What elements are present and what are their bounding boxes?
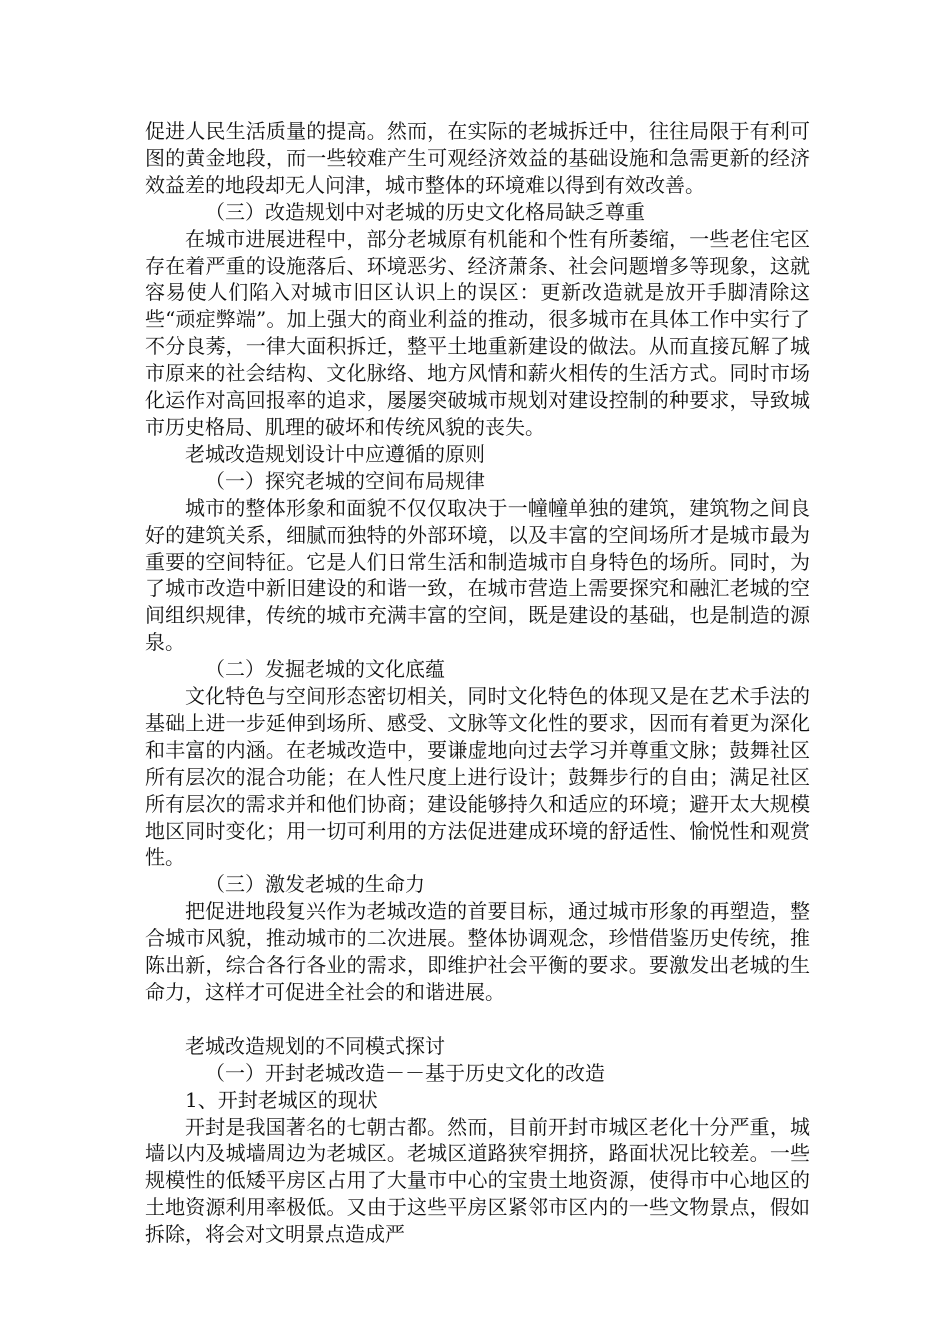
section-heading: 老城改造规划设计中应遵循的原则 — [185, 441, 485, 466]
subheading: （三）改造规划中对老城的历史文化格局缺乏尊重 — [205, 199, 645, 224]
section-heading: 1、开封老城区的现状 — [185, 1087, 378, 1112]
paragraph-body: 把促进地段复兴作为老城改造的首要目标，通过城市形象的再塑造，整合城市风貌，推动城市的二次进展。整体协调观念，珍惜借鉴历史传统，推陈出新，综合各行各业的需求，即维护社会平衡的要求。要激发出老城的生命力，这样才可促进全社会的和谐进展。 — [145, 899, 810, 1004]
document-page — [145, 118, 810, 1248]
section-heading: 老城改造规划的不同模式探讨 — [185, 1033, 445, 1058]
paragraph-body: 文化特色与空间形态密切相关，同时文化特色的体现又是在艺术手法的基础上进一步延伸到场所、感受、文脉等文化性的要求，因而有着更为深化和丰富的内涵。在老城改造中，要谦虚地向过去学习并尊重文脉；鼓舞社区所有层次的混合功能；在人性尺度上进行设计；鼓舞步行的自由；满足社区所有层次的需求并和他们协商；建设能够持久和适应的环境；避开太大规模地区同时变化；用一切可利用的方法促进建成环境的舒适性、愉悦性和观赏性。 — [145, 684, 810, 870]
subheading: （一）开封老城改造－－基于历史文化的改造 — [205, 1060, 605, 1085]
paragraph-body: 促进人民生活质量的提高。然而，在实际的老城拆迁中，往往局限于有利可图的黄金地段，而一些较难产生可观经济效益的基础设施和急需更新的经济效益差的地段却无人问津，城市整体的环境难以得到有效改善。 — [145, 119, 810, 197]
subheading: （一）探究老城的空间布局规律 — [205, 468, 485, 493]
paragraph-body: 城市的整体形象和面貌不仅仅取决于一幢幢单独的建筑，建筑物之间良好的建筑关系，细腻而独特的外部环境，以及丰富的空间场所才是城市最为重要的空间特征。它是人们日常生活和制造城市自身特色的场所。同时，为了城市改造中新旧建设的和谐一致，在城市营造上需要探究和融汇老城的空间组织规律，传统的城市充满丰富的空间，既是建设的基础，也是制造的源泉。 — [145, 495, 810, 655]
subheading: （三）激发老城的生命力 — [205, 872, 425, 897]
paragraph-body: 在城市进展进程中，部分老城原有机能和个性有所萎缩，一些老住宅区存在着严重的设施落后、环境恶劣、经济萧条、社会问题增多等现象，这就容易使人们陷入对城市旧区认识上的误区：更新改造就是放开手脚清除这些“顽症弊端”。加上强大的商业利益的推动，很多城市在具体工作中实行了不分良莠，一律大面积拆迁，整平土地重新建设的做法。从而直接瓦解了城市原来的社会结构、文化脉络、地方风情和薪火相传的生活方式。同时市场化运作对高回报率的追求，屡屡突破城市规划对建设控制的种要求，导致城市历史格局、肌理的破坏和传统风貌的丧失。 — [145, 226, 810, 439]
subheading: （二）发掘老城的文化底蕴 — [205, 657, 445, 682]
blank-line — [145, 1006, 810, 1033]
paragraph-body: 开封是我国著名的七朝古都。然而，目前开封市城区老化十分严重，城墙以内及城墙周边为老城区。老城区道路狭窄拥挤，路面状况比较差。一些规模性的低矮平房区占用了大量市中心的宝贵土地资源，使得市中心地区的土地资源利用率极低。又由于这些平房区紧邻市区内的一些文物景点，假如拆除，将会对文明景点造成严 — [145, 1114, 810, 1247]
